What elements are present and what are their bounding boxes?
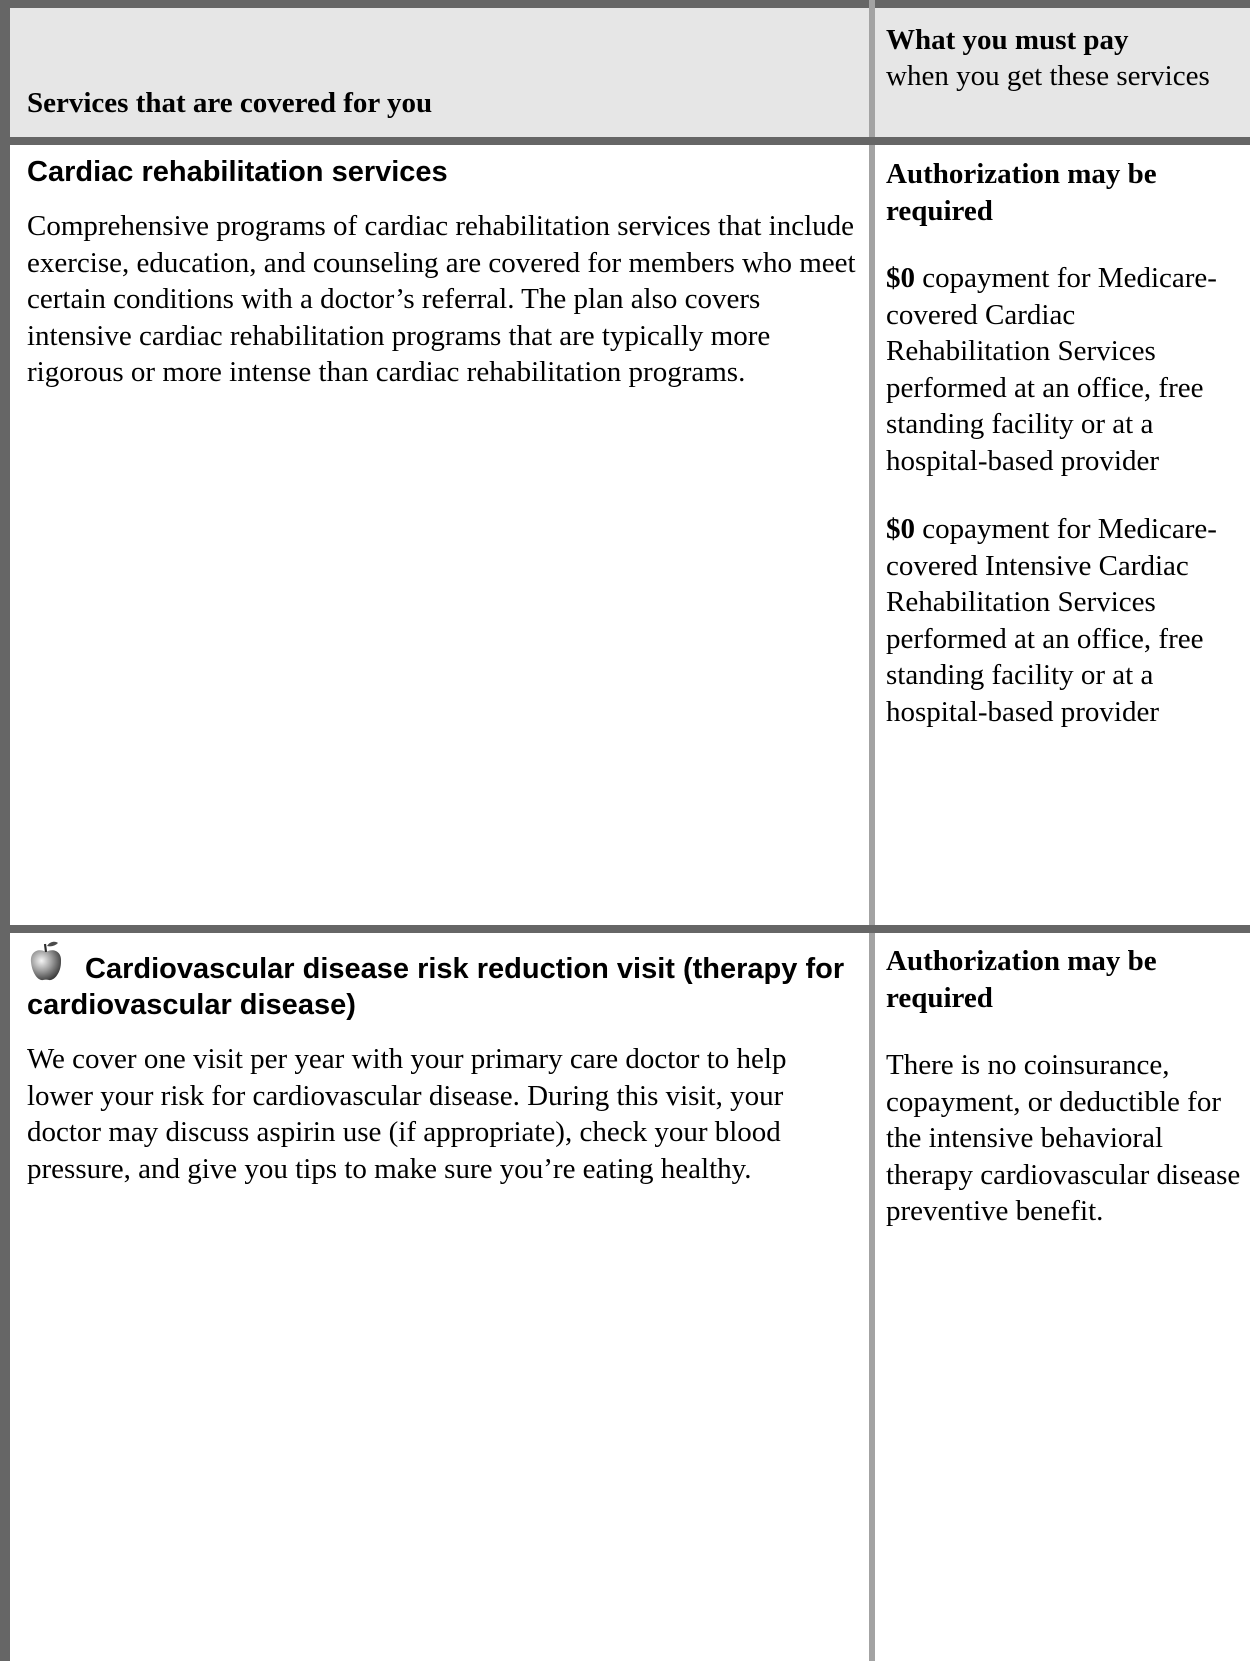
cost-paragraph: There is no coinsurance, copayment, or deductible for the intensive behavioral therapy cardiovascular disease preventive benefit. <box>886 1049 1241 1227</box>
authorization-note: Authorization may be required <box>886 158 1157 227</box>
header-services-covered: Services that are covered for you <box>27 87 433 119</box>
service-description: We cover one visit per year with your primary care doctor to help lower your risk for cardiovascular disease. During this visit, your doctor may discuss aspirin use (if appropriate), check your blood pressure, and give you tips to make sure you’re eating healthy. <box>27 1043 787 1185</box>
apple-icon <box>29 940 63 982</box>
authorization-note: Authorization may be required <box>886 945 1157 1014</box>
header-border-bottom <box>0 137 1250 145</box>
row-separator <box>0 925 1250 933</box>
header-what-you-pay <box>886 22 1246 94</box>
service-cell-cardiac-rehab <box>27 154 857 391</box>
cost-cell-cardiovascular-risk <box>886 943 1241 1230</box>
service-title-block <box>27 940 857 1023</box>
table-border-top <box>0 0 1250 8</box>
copay-text: copayment for Medicare-covered Intensive Cardiac Rehabilitation Services performed at an office, free standing facility or at a hospital-based provider <box>886 513 1217 728</box>
service-description: Comprehensive programs of cardiac rehabilitation services that include exercise, education, and counseling are covered for members who meet certain conditions with a doctor’s referral. The plan also covers intensive cardiac rehabilitation programs that are typically more rigorous or more intense than cardiac rehabilitation programs. <box>27 210 856 388</box>
column-divider <box>869 0 875 1661</box>
header-what-you-pay-subtitle: when you get these services <box>886 60 1210 92</box>
header-what-you-pay-title: What you must pay <box>886 24 1129 56</box>
service-cell-cardiovascular-risk <box>27 940 857 1187</box>
service-title: Cardiovascular disease risk reduction visit (therapy for cardiovascular disease) <box>27 953 845 1021</box>
cost-cell-cardiac-rehab <box>886 156 1241 730</box>
copay-text: copayment for Medicare-covered Cardiac Rehabilitation Services performed at an office, free standing facility or at a hospital-based provider <box>886 262 1217 477</box>
service-title: Cardiac rehabilitation services <box>27 156 448 188</box>
table-border-left <box>0 0 10 1661</box>
copay-amount: $0 <box>886 262 915 294</box>
copay-paragraph <box>886 260 1241 479</box>
copay-paragraph <box>886 511 1241 730</box>
copay-amount: $0 <box>886 513 915 545</box>
